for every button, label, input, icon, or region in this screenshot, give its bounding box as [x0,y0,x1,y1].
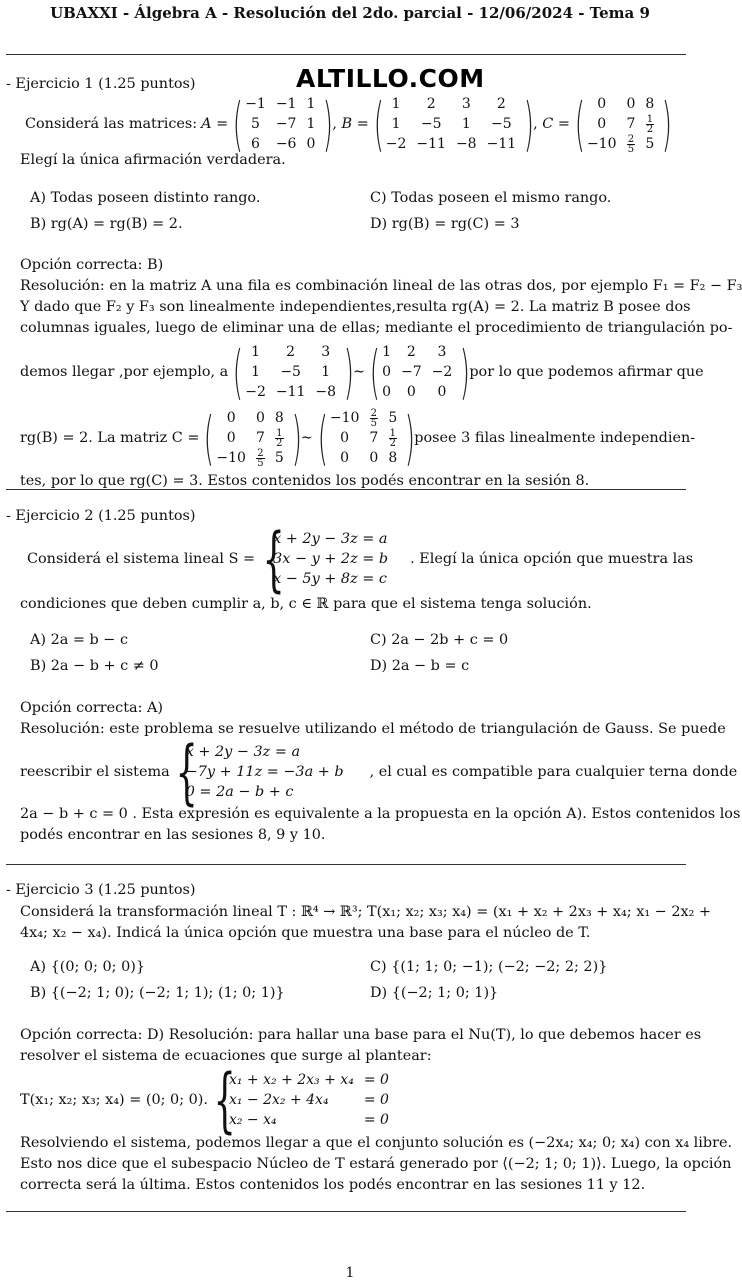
exercise-2-title: - Ejercicio 2 (1.25 puntos) [6,508,196,524]
answer: Opción correcta: A) [20,700,164,716]
solution-line: columnas iguales, luego de eliminar una de ellas; mediante el procedimiento de triangulación po- [20,320,733,336]
solution-line: podés encontrar en las sesiones 8, 9 y 10. [20,827,326,843]
solution-line: Resolución: en la matriz A una fila es combinación lineal de las otras dos, por ejemplo F₁ = F₂ − F₃ [20,278,742,294]
exercise-1-options [30,187,690,235]
exercise-2-condition: condiciones que deben cumplir a, b, c ∈ ℝ para que el sistema tenga solución. [20,596,592,612]
answer: Opción correcta: D) Resolución: para hallar una base para el Nu(T), lo que debemos hacer es [20,1027,702,1043]
option-c: C) 2a − 2b + c = 0 [370,632,509,648]
option-d: D) rg(B) = rg(C) = 3 [370,216,520,232]
solution-line: Resolución: este problema se resuelve utilizando el método de triangulación de Gauss. Se puede [20,721,726,737]
divider [6,54,686,55]
solution-system-row: T(x₁; x₂; x₃; x₄) = (0; 0; 0). { x₁ + x₂ + 2x₃ + x₄ = 0 x₁ − 2x₂ + 4x₄ = 0 x₂ − x₄ = 0 [20,1067,686,1133]
matrix-b-reduced-from: ( 1 2 3 1 −5 1 −2 −11 −8 ) [232,338,354,406]
option-c: C) {(1; 1; 0; −1); (−2; −2; 2; 2)} [370,959,608,975]
exercise-1-solution [20,255,742,492]
option-b: B) rg(A) = rg(B) = 2. [30,216,183,232]
matrix-b-reduced: ( 1 2 3 0 −7 −2 0 0 0 ) [369,338,471,406]
exercise-2-options [30,629,690,677]
exercise-3-options [30,956,690,1004]
exercise-3-statement: Considerá la transformación lineal T : ℝ⁴ → ℝ³; T(x₁; x₂; x₃; x₄) = (x₁ + x₂ + 2x₃ + x₄; x₁ − 2x₂ + 4x₄; x₂ − x₄). Indicá la única opción que muestra una base para el núcleo de T. [20,904,711,941]
answer: Opción correcta: B) [20,257,164,273]
watermark-logo: ALTILLO.COM [296,64,485,93]
exercise-1-instruction: Elegí la única afirmación verdadera. [20,152,286,168]
matrices-intro: Considerá las matrices: [25,116,198,132]
solution-line: correcta será la última. Estos contenidos los podés encontrar en las sesiones 11 y 12. [20,1177,646,1193]
solution-line: 2a − b + c = 0 . Esta expresión es equivalente a la propuesta en la opción A). Estos contenidos los [20,806,741,822]
option-b: B) 2a − b + c ≠ 0 [30,658,159,674]
exercise-1-matrices: Considerá las matrices: A = ( −1 −1 1 5 −7 1 6 −6 0 ) , B = ( 1 2 3 2 1 −5 1 −5 −2 −11 −8 −11 ) , C = ( 0 0 8 0 7 $\frac{1}{2}$ −10 $\frac{2}{5}$ 5 ) [25,90,673,158]
divider [6,489,686,490]
solution-line: Y dado que F₂ y F₃ son linealmente independientes,resulta rg(A) = 2. La matriz B posee dos [20,299,691,315]
exercise-2-system: Considerá el sistema lineal S = { x + 2y − 3z = a 3x − y + 2z = b x − 5y + 8z = c . Elegí la única opción que muestra las [27,518,694,600]
solution-line: resolver el sistema de ecuaciones que surge al plantear: [20,1048,432,1064]
reduced-system: x + 2y − 3z = a −7y + 11z = −3a + b 0 = 2a − b + c [185,744,344,800]
kernel-system: x₁ + x₂ + 2x₃ + x₄ = 0 x₁ − 2x₂ + 4x₄ = 0 x₂ − x₄ = 0 [228,1072,389,1128]
exercise-1-title: - Ejercicio 1 (1.25 puntos) [6,76,196,92]
option-c: C) Todas poseen el mismo rango. [370,190,612,206]
solution-matrix-row: demos llegar ,por ejemplo, a ( 1 2 3 1 −5 1 −2 −11 −8 ) ∼ ( 1 2 3 0 −7 −2 0 0 0 ) por lo que podemos afirmar que [20,338,704,406]
solution-line: Esto nos dice que el subespacio Núcleo de T estará generado por ⟨(−2; 1; 0; 1)⟩. Luego, la opción [20,1156,732,1172]
divider [6,1211,686,1212]
matrix-b: ( 1 2 3 2 1 −5 1 −5 −2 −11 −8 −11 ) [373,90,535,158]
divider [6,864,686,865]
page-title: UBAXXI - Álgebra A - Resolución del 2do. parcial - 12/06/2024 - Tema 9 [50,4,650,22]
matrix-c: ( 0 0 8 0 7 $\frac{1}{2}$ −10 $\frac{2}{5}$ 5 ) [574,90,673,158]
exercise-3-solution [20,1025,733,1196]
system-s: x + 2y − 3z = a 3x − y + 2z = b x − 5y + 8z = c [273,531,389,587]
option-b: B) {(−2; 1; 0); (−2; 1; 1); (1; 0; 1)} [30,985,285,1001]
matrix-a: ( −1 −1 1 5 −7 1 6 −6 0 ) [232,90,334,158]
page-number: 1 [345,1265,355,1281]
exercise-3-title: - Ejercicio 3 (1.25 puntos) [6,882,196,898]
option-d: D) {(−2; 1; 0; 1)} [370,985,499,1001]
matrix-c-copy: ( 0 0 8 0 7 $\frac{1}{2}$ −10 $\frac{2}{5}$ 5 ) [204,404,302,472]
exercise-2-solution [20,698,741,846]
solution-line: Resolviendo el sistema, podemos llegar a que el conjunto solución es (−2x₄; x₄; 0; x₄) con x₄ libre. [20,1135,733,1151]
option-a: A) Todas poseen distinto rango. [30,190,261,206]
option-a: A) 2a = b − c [30,632,129,648]
solution-line: tes, por lo que rg(C) = 3. Estos contenidos los podés encontrar en la sesión 8. [20,473,590,489]
matrix-c-reduced: ( −10 $\frac{2}{5}$ 5 0 7 $\frac{1}{2}$ 0 0 8 ) [317,404,416,472]
option-a: A) {(0; 0; 0; 0)} [30,959,146,975]
solution-system-row: reescribir el sistema { x + 2y − 3z = a −7y + 11z = −3a + b 0 = 2a − b + c , el cual es compatible para cualquier terna donde [20,731,738,813]
option-d: D) 2a − b = c [370,658,470,674]
solution-matrix-row: rg(B) = 2. La matriz C = ( 0 0 8 0 7 $\frac{1}{2}$ −10 $\frac{2}{5}$ 5 ) ∼ ( −10 $\frac{2}{5}$ 5 0 7 $\frac{1}{2}$ 0 0 8 ) posee 3 filas linealmente independien- [20,404,696,472]
